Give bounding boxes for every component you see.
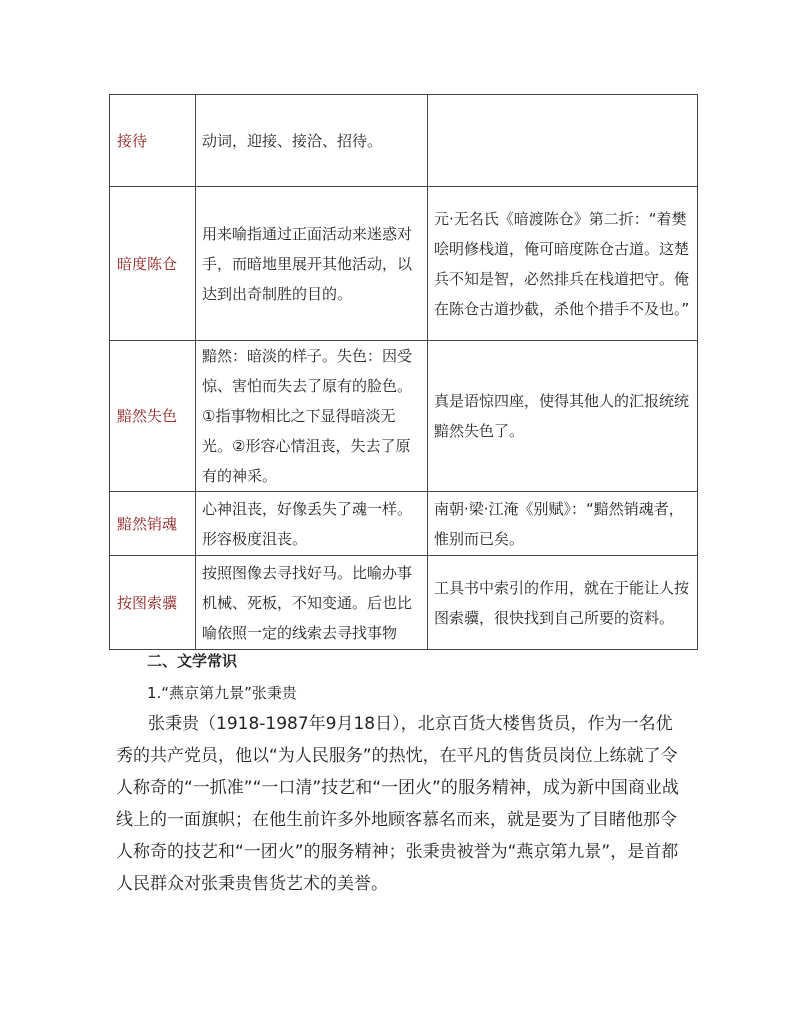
table-row [110,187,698,341]
example-cell: 元·无名氏《暗渡陈仓》第二折：“着樊哙明修栈道，俺可暗度陈仓古道。这楚兵不知是智，必然排兵在栈道把守。俺在陈仓古道抄截，杀他个措手不及也。” [428,187,698,341]
example-cell: 真是语惊四座，使得其他人的汇报统统黯然失色了。 [428,341,698,492]
example-cell [428,95,698,187]
table-row [110,341,698,492]
table-row [110,95,698,187]
meaning-cell: 用来喻指通过正面活动来迷惑对手，而暗地里展开其他活动，以达到出奇制胜的目的。 [196,187,428,341]
term-cell: 接待 [110,95,196,187]
meaning-cell: 黯然：暗淡的样子。失色：因受惊、害怕而失去了原有的脸色。①指事物相比之下显得暗淡无光。②形容心情沮丧，失去了原有的神采。 [196,341,428,492]
term-cell: 黯然失色 [110,341,196,492]
term-cell: 黯然销魂 [110,492,196,556]
example-cell: 工具书中索引的作用，就在于能让人按图索骥，很快找到自己所要的资料。 [428,556,698,650]
table-row [110,556,698,650]
example-cell: 南朝·梁·江淹《别赋》：“黯然销魂者，惟别而已矣。 [428,492,698,556]
table-row [110,492,698,556]
meaning-cell: 心神沮丧，好像丢失了魂一样。形容极度沮丧。 [196,492,428,556]
meaning-cell: 动词，迎接、接洽、招待。 [196,95,428,187]
body-paragraph: 张秉贵（1918-1987年9月18日），北京百货大楼售货员，作为一名优秀的共产党员，他以“为人民服务”的热忱，在平凡的售货员岗位上练就了令人称奇的“一抓准”“一口清”技艺和“一团火”的服务精神，成为新中国商业战线上的一面旗帜；在他生前许多外地顾客慕名而来，就是要为了目睹他那令人称奇的技艺和“一团火”的服务精神；张秉贵被誉为“燕京第九景”，是首都人民群众对张秉贵售货艺术的美誉。 [116,714,679,894]
section-heading: 二、文学常识 [147,652,238,670]
term-cell: 按图索骥 [110,556,196,650]
meaning-cell: 按照图像去寻找好马。比喻办事机械、死板，不知变通。后也比喻依照一定的线索去寻找事物 [196,556,428,650]
vocabulary-table [109,94,698,650]
term-cell: 暗度陈仓 [110,187,196,341]
item-title: 1.“燕京第九景”张秉贵 [147,684,297,702]
